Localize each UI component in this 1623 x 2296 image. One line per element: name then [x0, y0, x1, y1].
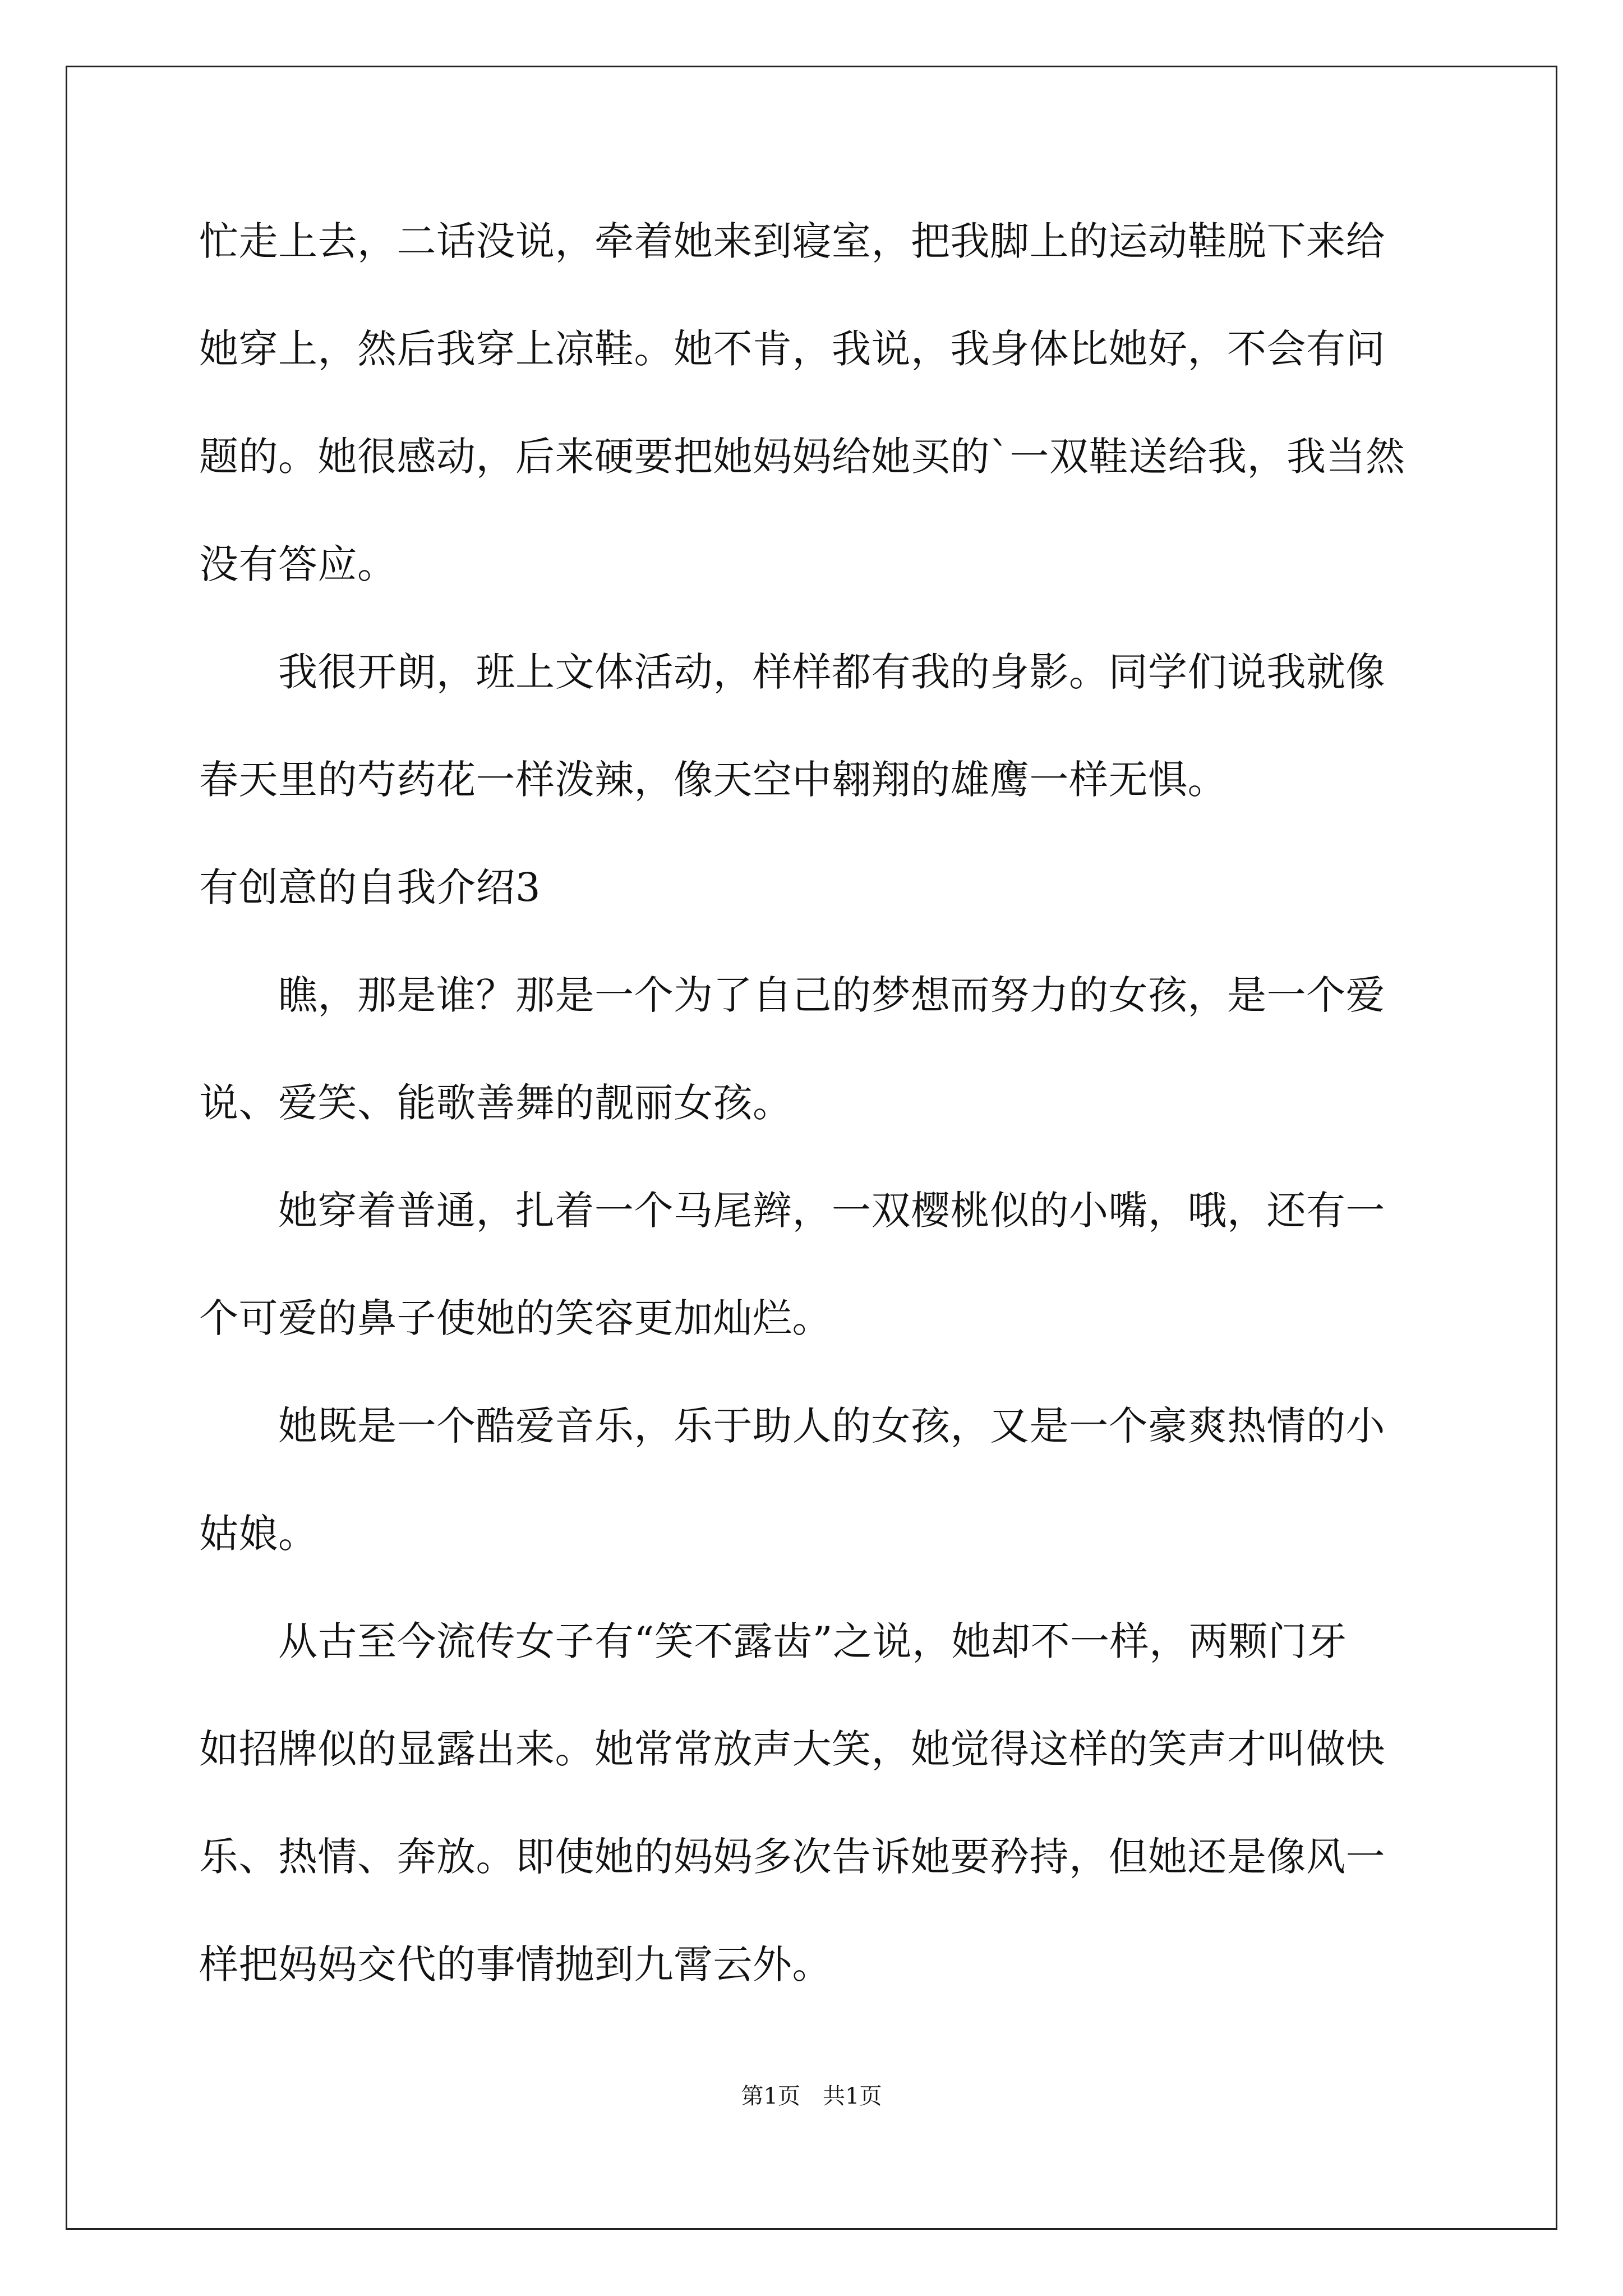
document-body [199, 216, 1433, 1990]
text-line-6: 春天里的芍药花一样泼辣，像天空中翱翔的雄鹰一样无惧。 [199, 757, 1227, 803]
page-number-footer: 第1页 共1页 [741, 2083, 882, 2109]
text-line-1: 忙走上去，二话没说，牵着她来到寝室，把我脚上的运动鞋脱下来给 [199, 218, 1385, 264]
text-line-12: 她既是一个酷爱音乐，乐于助人的女孩，又是一个豪爽热情的小 [199, 1403, 1385, 1449]
text-line-5: 我很开朗，班上文体活动，样样都有我的身影。同学们说我就像 [199, 649, 1385, 695]
text-line-17: 样把妈妈交代的事情抛到九霄云外。 [199, 1941, 832, 1987]
text-line-16: 乐、热情、奔放。即使她的妈妈多次告诉她要矜持，但她还是像风一 [199, 1834, 1385, 1880]
text-line-15: 如招牌似的显露出来。她常常放声大笑，她觉得这样的笑声才叫做快 [199, 1726, 1385, 1772]
text-line-14: 从古至今流传女子有“笑不露齿”之说，她却不一样，两颗门牙 [199, 1618, 1347, 1664]
section-heading: 有创意的自我介绍3 [199, 864, 541, 910]
text-line-10: 她穿着普通，扎着一个马尾辫，一双樱桃似的小嘴，哦，还有一 [199, 1188, 1385, 1234]
text-line-2: 她穿上，然后我穿上凉鞋。她不肯，我说，我身体比她好，不会有问 [199, 326, 1385, 372]
text-line-3: 题的。她很感动，后来硬要把她妈妈给她买的`一双鞋送给我，我当然 [199, 434, 1405, 480]
text-line-4: 没有答应。 [199, 541, 397, 587]
text-line-13: 姑娘。 [199, 1511, 318, 1557]
text-line-8: 瞧，那是谁？那是一个为了自己的梦想而努力的女孩，是一个爱 [199, 972, 1385, 1018]
text-line-9: 说、爱笑、能歌善舞的靓丽女孩。 [199, 1080, 792, 1126]
text-line-11: 个可爱的鼻子使她的笑容更加灿烂。 [199, 1295, 832, 1341]
